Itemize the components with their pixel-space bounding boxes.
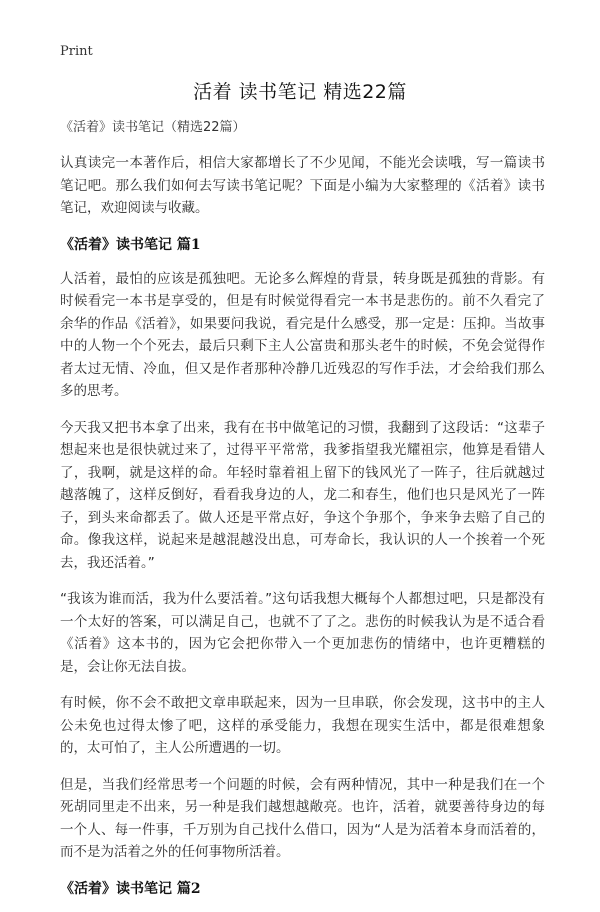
- section-paragraph: “我该为谁而活，我为什么要活着。”这句话我想大概每个人都想过吧，只是都没有一个太好的答案，可以满足自己，也就不了了之。悲伤的时候我认为是不适合看《活着》这本书的，因为它会把你带入一个更加悲伤的情绪中，也许更糟糕的是，会让你无法自拔。: [60, 591, 545, 675]
- section-heading: 《活着》读书笔记 篇2: [60, 880, 201, 897]
- section-paragraph: 但是，当我们经常思考一个问题的时候，会有两种情况，其中一种是我们在一个死胡同里走不出来，另一种是我们越想越敞亮。也许，活着，就要善待身边的每一个人、每一件事，千万别为自己找什么借口，因为“人是为活着本身而活着的，而不是为活着之外的任何事物所活着。: [60, 776, 545, 860]
- section-heading: 《活着》读书笔记 篇1: [60, 236, 201, 253]
- intro-paragraph: 认真读完一本著作后，相信大家都增长了不少见闻，不能光会读哦，写一篇读书笔记吧。那么我们如何去写读书笔记呢？下面是小编为大家整理的《活着》读书笔记，欢迎阅读与收藏。: [60, 155, 545, 216]
- section-paragraph: 今天我又把书本拿了出来，我有在书中做笔记的习惯，我翻到了这段话：“这辈子想起来也是很快就过来了，过得平平常常，我爹指望我光耀祖宗，他算是看错人了，我啊，就是这样的命。年轻时靠着祖上留下的钱风光了一阵子，往后就越过越落魄了，这样反倒好，看看我身边的人，龙二和春生，他们也只是风光了一阵子，到头来命都丢了。做人还是平常点好，争这个争那个，争来争去赔了自己的命。像我这样，说起来是越混越没出息，可寿命长，我认识的人一个挨着一个死去，我还活着。”: [60, 419, 545, 571]
- print-link[interactable]: Print: [60, 44, 93, 59]
- section-paragraph: 人活着，最怕的应该是孤独吧。无论多么辉煌的背景，转身既是孤独的背影。有时候看完一本书是享受的，但是有时候觉得看完一本书是悲伤的。前不久看完了余华的作品《活着》，如果要问我说，看完是什么感受，那一定是：压抑。当故事中的人物一个个死去，最后只剩下主人公富贵和那头老牛的时候，不免会觉得作者太过无情、冷血，但又是作者那种冷静几近残忍的写作手法，才会给我们那么多的思考。: [60, 270, 545, 399]
- page-title: 活着 读书笔记 精选22篇: [193, 81, 407, 103]
- section-paragraph: 有时候，你不会不敢把文章串联起来，因为一旦串联，你会发现，这书中的主人公未免也过得太惨了吧，这样的承受能力，我想在现实生活中，都是很难想象的，太可怕了，主人公所遭遇的一切。: [60, 695, 545, 756]
- article-body: [60, 118, 545, 912]
- article-subtitle: 《活着》读书笔记（精选22篇）: [60, 120, 246, 135]
